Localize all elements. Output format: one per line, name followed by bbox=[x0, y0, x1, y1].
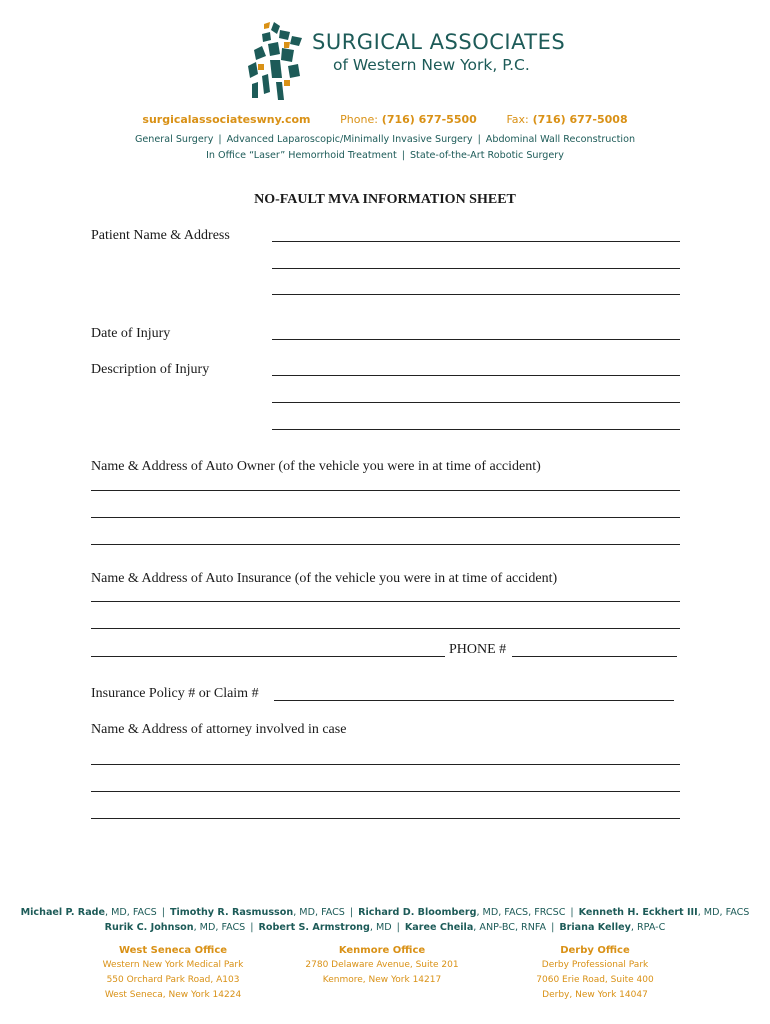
brand-name: SURGICAL ASSOCIATES bbox=[312, 30, 566, 54]
contact-line bbox=[0, 113, 770, 126]
injury-desc-label: Description of Injury bbox=[91, 362, 210, 377]
doctor-name: Kenneth H. Eckhert III bbox=[578, 907, 698, 918]
service-item: Advanced Laparoscopic/Minimally Invasive Surgery bbox=[226, 134, 473, 145]
attorney-line-2[interactable] bbox=[91, 791, 680, 792]
auto-insurance-line-3[interactable] bbox=[91, 656, 445, 657]
doctors-line-2: Rurik C. Johnson, MD, FACS | Robert S. Armstrong, MD | Karee Cheila, ANP-BC, RNFA | Briana Kelley, RPA-C bbox=[104, 922, 666, 933]
doctor-name: Karee Cheila bbox=[404, 922, 474, 933]
office-kenmore bbox=[262, 943, 502, 988]
policy-label: Insurance Policy # or Claim # bbox=[91, 686, 259, 701]
policy-line[interactable] bbox=[274, 700, 674, 701]
doctor-credentials: , MD, FACS bbox=[105, 907, 157, 918]
service-item: General Surgery bbox=[134, 134, 214, 145]
doctor-name: Michael P. Rade bbox=[20, 907, 106, 918]
auto-insurance-label: Name & Address of Auto Insurance (of the vehicle you were in at time of accident) bbox=[91, 571, 558, 586]
service-item: In Office “Laser” Hemorrhoid Treatment bbox=[206, 150, 397, 161]
office-name: West Seneca Office bbox=[118, 945, 228, 956]
auto-owner-label: Name & Address of Auto Owner (of the vehicle you were in at time of accident) bbox=[91, 459, 541, 474]
doctor-name: Briana Kelley bbox=[559, 922, 631, 933]
doctor-credentials: , MD, FACS bbox=[293, 907, 345, 918]
attorney-line-3[interactable] bbox=[91, 818, 680, 819]
office-address-line: Western New York Medical Park bbox=[102, 960, 244, 970]
doctors-line-1: Michael P. Rade, MD, FACS | Timothy R. Rasmusson, MD, FACS | Richard D. Bloomberg, MD, FACS, FRCSC | Kenneth H. Eckhert III, MD, FACS bbox=[20, 907, 750, 918]
fax-label: Fax: bbox=[506, 113, 529, 126]
fax-number: (716) 677-5008 bbox=[532, 113, 628, 126]
office-address-line: 7060 Erie Road, Suite 400 bbox=[536, 975, 654, 985]
services-line-1: General Surgery | Advanced Laparoscopic/Minimally Invasive Surgery | Abdominal Wall Reconstruction bbox=[134, 134, 636, 145]
auto-insurance-line-2[interactable] bbox=[91, 628, 680, 629]
patient-line-2[interactable] bbox=[272, 268, 680, 269]
office-address-line: Kenmore, New York 14217 bbox=[322, 975, 442, 985]
office-address-line: 550 Orchard Park Road, A103 bbox=[106, 975, 240, 985]
doctor-credentials: , MD, FACS bbox=[697, 907, 750, 918]
office-derby bbox=[475, 943, 715, 1003]
auto-insurance-line-1[interactable] bbox=[91, 601, 680, 602]
office-address-line: Derby, New York 14047 bbox=[542, 990, 648, 1000]
auto-owner-line-1[interactable] bbox=[91, 490, 680, 491]
insurance-phone-line[interactable] bbox=[512, 656, 677, 657]
office-address-line: Derby Professional Park bbox=[541, 960, 649, 970]
logo-figure-icon bbox=[244, 20, 306, 102]
patient-label: Patient Name & Address bbox=[91, 228, 230, 243]
office-name: Kenmore Office bbox=[338, 945, 426, 956]
phone-number: (716) 677-5500 bbox=[381, 113, 477, 126]
doctor-credentials: , MD, FACS bbox=[193, 922, 246, 933]
doctor-credentials: , MD, FACS, FRCSC bbox=[476, 907, 566, 918]
injury-date-label: Date of Injury bbox=[91, 326, 171, 341]
doctor-name: Timothy R. Rasmusson bbox=[169, 907, 294, 918]
doctor-name: Richard D. Bloomberg bbox=[358, 907, 477, 918]
injury-desc-line-3[interactable] bbox=[272, 429, 680, 430]
patient-line-1[interactable] bbox=[272, 241, 680, 242]
phone-label: Phone: bbox=[340, 113, 378, 126]
doctor-credentials: , MD bbox=[369, 922, 392, 933]
injury-desc-line-1[interactable] bbox=[272, 375, 680, 376]
office-address-line: West Seneca, New York 14224 bbox=[104, 990, 242, 1000]
doctor-credentials: , RPA-C bbox=[630, 922, 666, 933]
document-title: NO-FAULT MVA INFORMATION SHEET bbox=[254, 192, 516, 207]
doctor-name: Rurik C. Johnson bbox=[104, 922, 194, 933]
doctor-credentials: , ANP-BC, RNFA bbox=[473, 922, 547, 933]
service-item: State-of-the-Art Robotic Surgery bbox=[409, 150, 564, 161]
phone-field-label: PHONE # bbox=[449, 642, 507, 657]
attorney-label: Name & Address of attorney involved in case bbox=[91, 722, 347, 737]
auto-owner-line-2[interactable] bbox=[91, 517, 680, 518]
injury-desc-line-2[interactable] bbox=[272, 402, 680, 403]
office-name: Derby Office bbox=[560, 945, 630, 956]
auto-owner-line-3[interactable] bbox=[91, 544, 680, 545]
attorney-line-1[interactable] bbox=[91, 764, 680, 765]
office-address-line: 2780 Delaware Avenue, Suite 201 bbox=[305, 960, 459, 970]
service-item: Abdominal Wall Reconstruction bbox=[485, 134, 636, 145]
doctor-name: Robert S. Armstrong bbox=[258, 922, 370, 933]
services-line-2: In Office “Laser” Hemorrhoid Treatment | State-of-the-Art Robotic Surgery bbox=[206, 150, 564, 161]
office-west-seneca bbox=[53, 943, 293, 1003]
website-link[interactable]: surgicalassociateswny.com bbox=[142, 113, 311, 126]
injury-date-line[interactable] bbox=[272, 339, 680, 340]
patient-line-3[interactable] bbox=[272, 294, 680, 295]
brand-subtitle: of Western New York, P.C. bbox=[333, 56, 530, 74]
